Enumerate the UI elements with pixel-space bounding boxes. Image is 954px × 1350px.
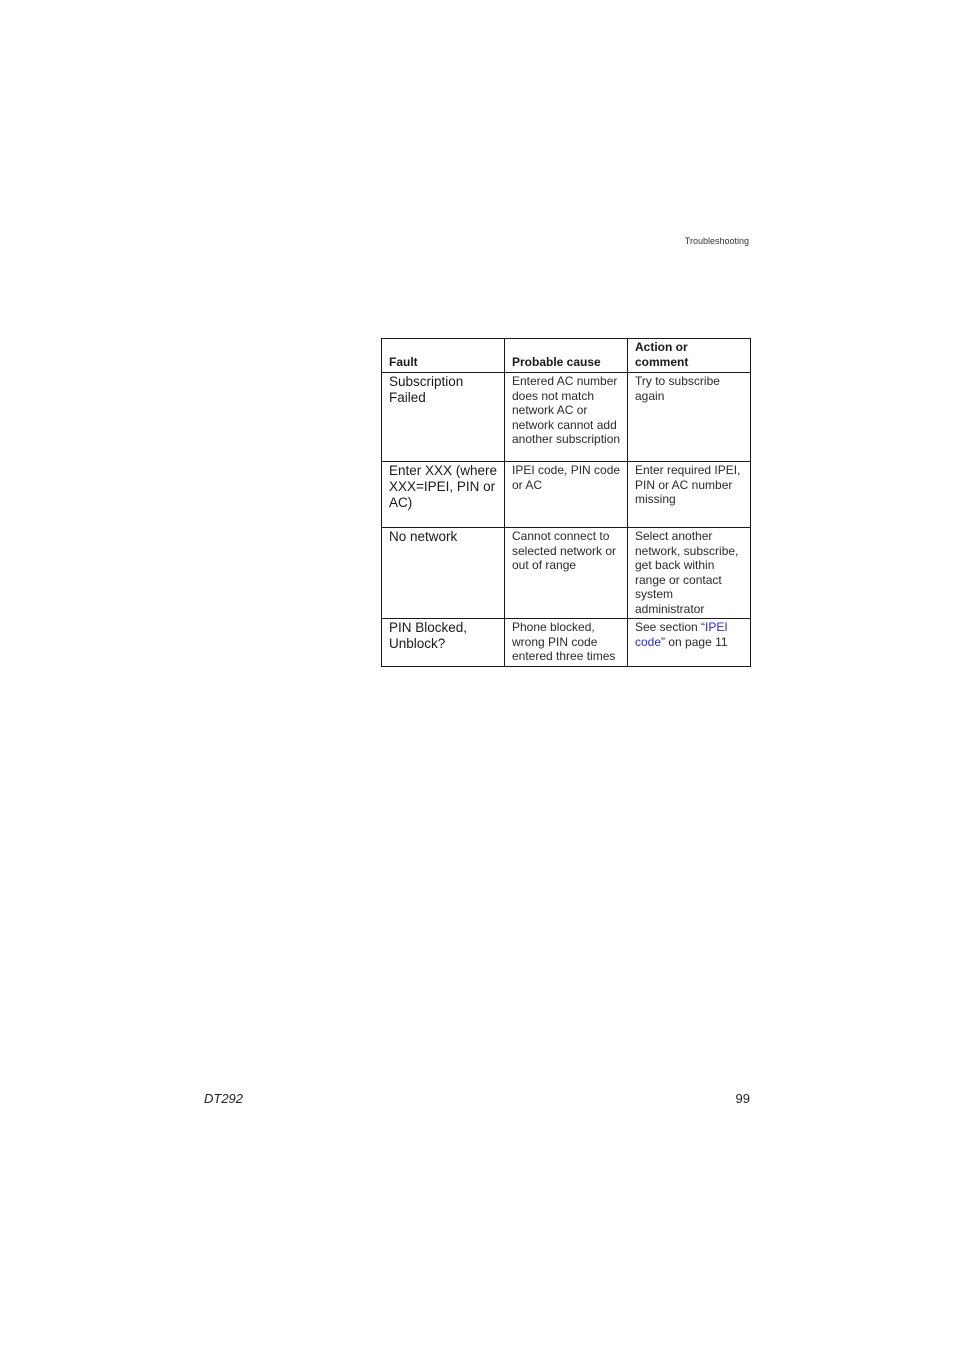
column-header-fault: Fault	[382, 339, 505, 373]
cause-cell: IPEI code, PIN code or AC	[505, 462, 628, 528]
footer-product-name: DT292	[204, 1091, 244, 1106]
action-text-suffix: ” on page 11	[661, 634, 728, 649]
cause-cell: Entered AC number does not match network AC or network cannot add another subscription	[505, 373, 628, 462]
running-header: Troubleshooting	[684, 236, 749, 246]
column-header-action: Action or comment	[628, 339, 751, 373]
table-header-row	[382, 339, 751, 373]
fault-cell: PIN Blocked, Unblock?	[382, 619, 505, 667]
action-cell	[628, 619, 751, 667]
troubleshooting-table	[381, 338, 751, 667]
action-cell: Select another network, subscribe, get back within range or contact system administrator	[628, 528, 751, 619]
fault-cell: No network	[382, 528, 505, 619]
action-text-prefix: See section “	[635, 620, 706, 634]
ipei-code-link[interactable]: IPEI code	[635, 620, 728, 649]
column-header-probable-cause: Probable cause	[505, 339, 628, 373]
fault-cell: Enter XXX (where XXX=IPEI, PIN or AC)	[382, 462, 505, 528]
cause-cell: Phone blocked, wrong PIN code entered three times	[505, 619, 628, 667]
cause-cell: Cannot connect to selected network or out of range	[505, 528, 628, 619]
table-row	[382, 373, 751, 462]
table-row	[382, 528, 751, 619]
footer-page-number: 99	[735, 1091, 750, 1106]
fault-cell: Subscription Failed	[382, 373, 505, 462]
action-cell: Enter required IPEI, PIN or AC number missing	[628, 462, 751, 528]
table-row	[382, 619, 751, 667]
table-row	[382, 462, 751, 528]
action-cell: Try to subscribe again	[628, 373, 751, 462]
